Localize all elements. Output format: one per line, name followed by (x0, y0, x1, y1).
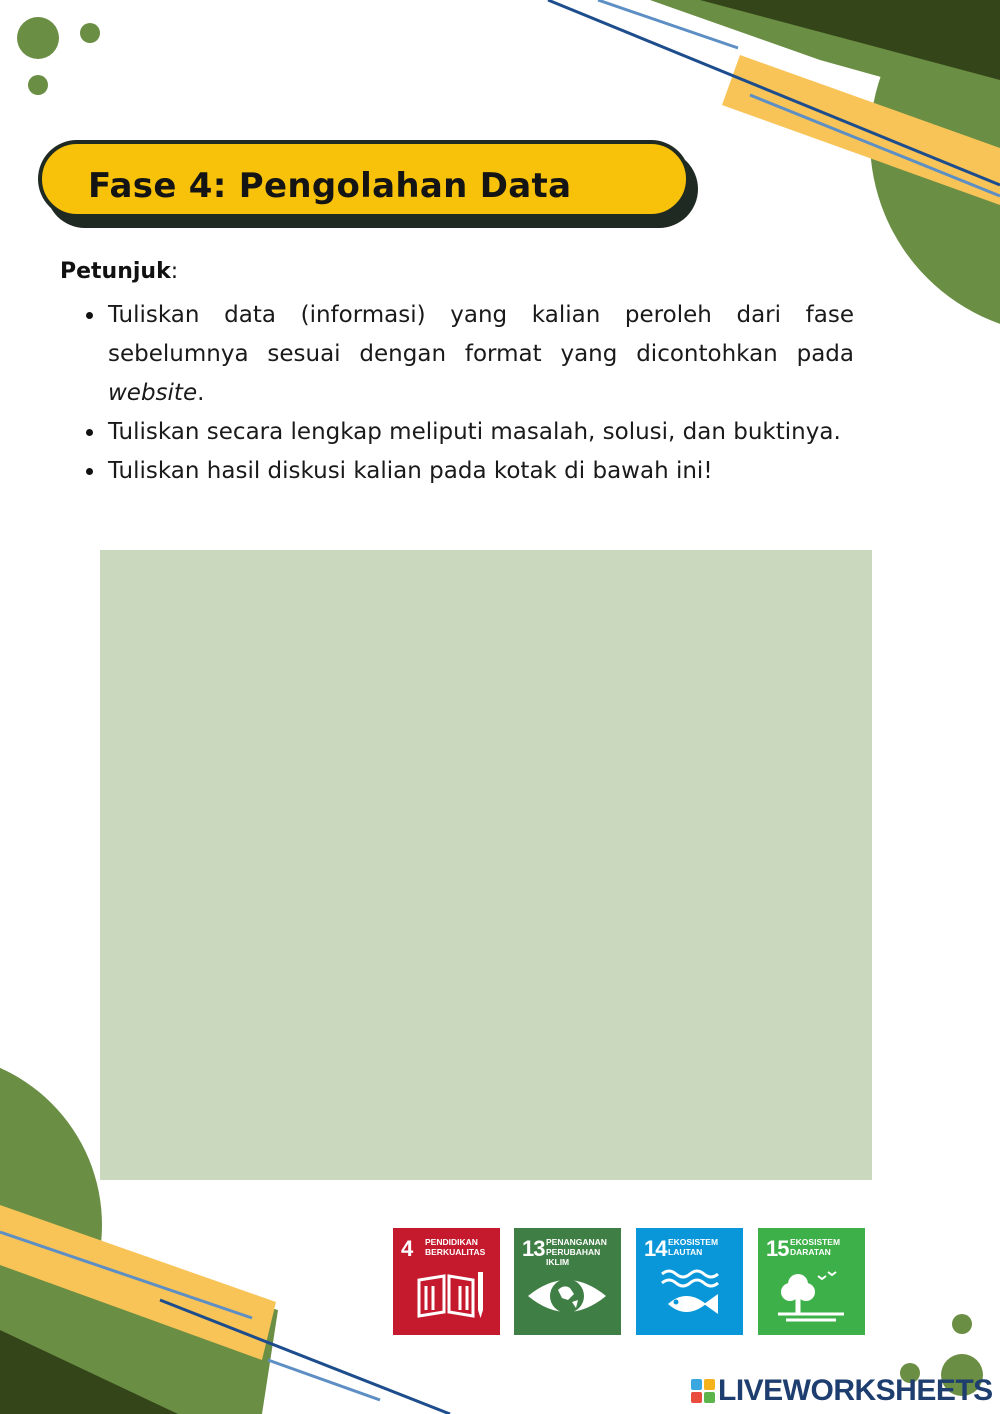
decor-dot (952, 1314, 972, 1334)
answer-text-area[interactable] (100, 550, 872, 1180)
decor-dot (80, 23, 100, 43)
fish-waves-icon (636, 1228, 743, 1335)
instructions-label: Petunjuk (60, 259, 171, 284)
sdg-tile-14 (636, 1228, 743, 1335)
decor-dot (17, 17, 59, 59)
instruction-item (108, 296, 854, 413)
instruction-1-end: . (197, 380, 205, 406)
sdg-label: EKOSISTEM DARATAN (790, 1237, 841, 1257)
sdg-label: PENDIDIKAN BERKUALITAS (425, 1237, 486, 1257)
sdg-label: PENANGANAN PERUBAHAN IKLIM (546, 1237, 607, 1267)
decor-dot (28, 75, 48, 95)
sdg-number: 13 (522, 1236, 545, 1261)
instructions-list (80, 296, 854, 491)
instruction-item (108, 452, 854, 491)
sdg-tile-4 (393, 1228, 500, 1335)
instruction-1-text: Tuliskan data (informasi) yang kalian peroleh dari fase sebelumnya sesuai dengan format yang dicontohkan pada (108, 302, 854, 367)
instructions-heading (60, 259, 178, 284)
instructions-label-suffix: : (170, 259, 179, 284)
brand-name: LIVEWORKSHEETS (718, 1374, 993, 1407)
sdg-label: EKOSISTEM LAUTAN (668, 1237, 719, 1257)
instruction-item (108, 413, 854, 452)
liveworksheets-logo-icon (690, 1378, 716, 1404)
sdg-tile-13 (514, 1228, 621, 1335)
instruction-1-italic: website (108, 380, 198, 406)
tree-birds-icon (758, 1228, 865, 1335)
earth-eye-icon (514, 1228, 621, 1335)
instruction-3-text: Tuliskan hasil diskusi kalian pada kotak di bawah ini! (108, 458, 713, 484)
title-banner (38, 140, 702, 232)
sdg-number: 14 (644, 1236, 667, 1261)
liveworksheets-brand (690, 1374, 993, 1408)
sdg-tile-15 (758, 1228, 865, 1335)
sdg-number: 4 (401, 1236, 413, 1261)
page-title: Fase 4: Pengolahan Data (88, 166, 572, 206)
sdg-number: 15 (766, 1236, 789, 1261)
title-banner-bar (38, 140, 690, 218)
book-pencil-icon (393, 1228, 500, 1335)
instruction-2-text: Tuliskan secara lengkap meliputi masalah, solusi, dan buktinya. (108, 419, 841, 445)
